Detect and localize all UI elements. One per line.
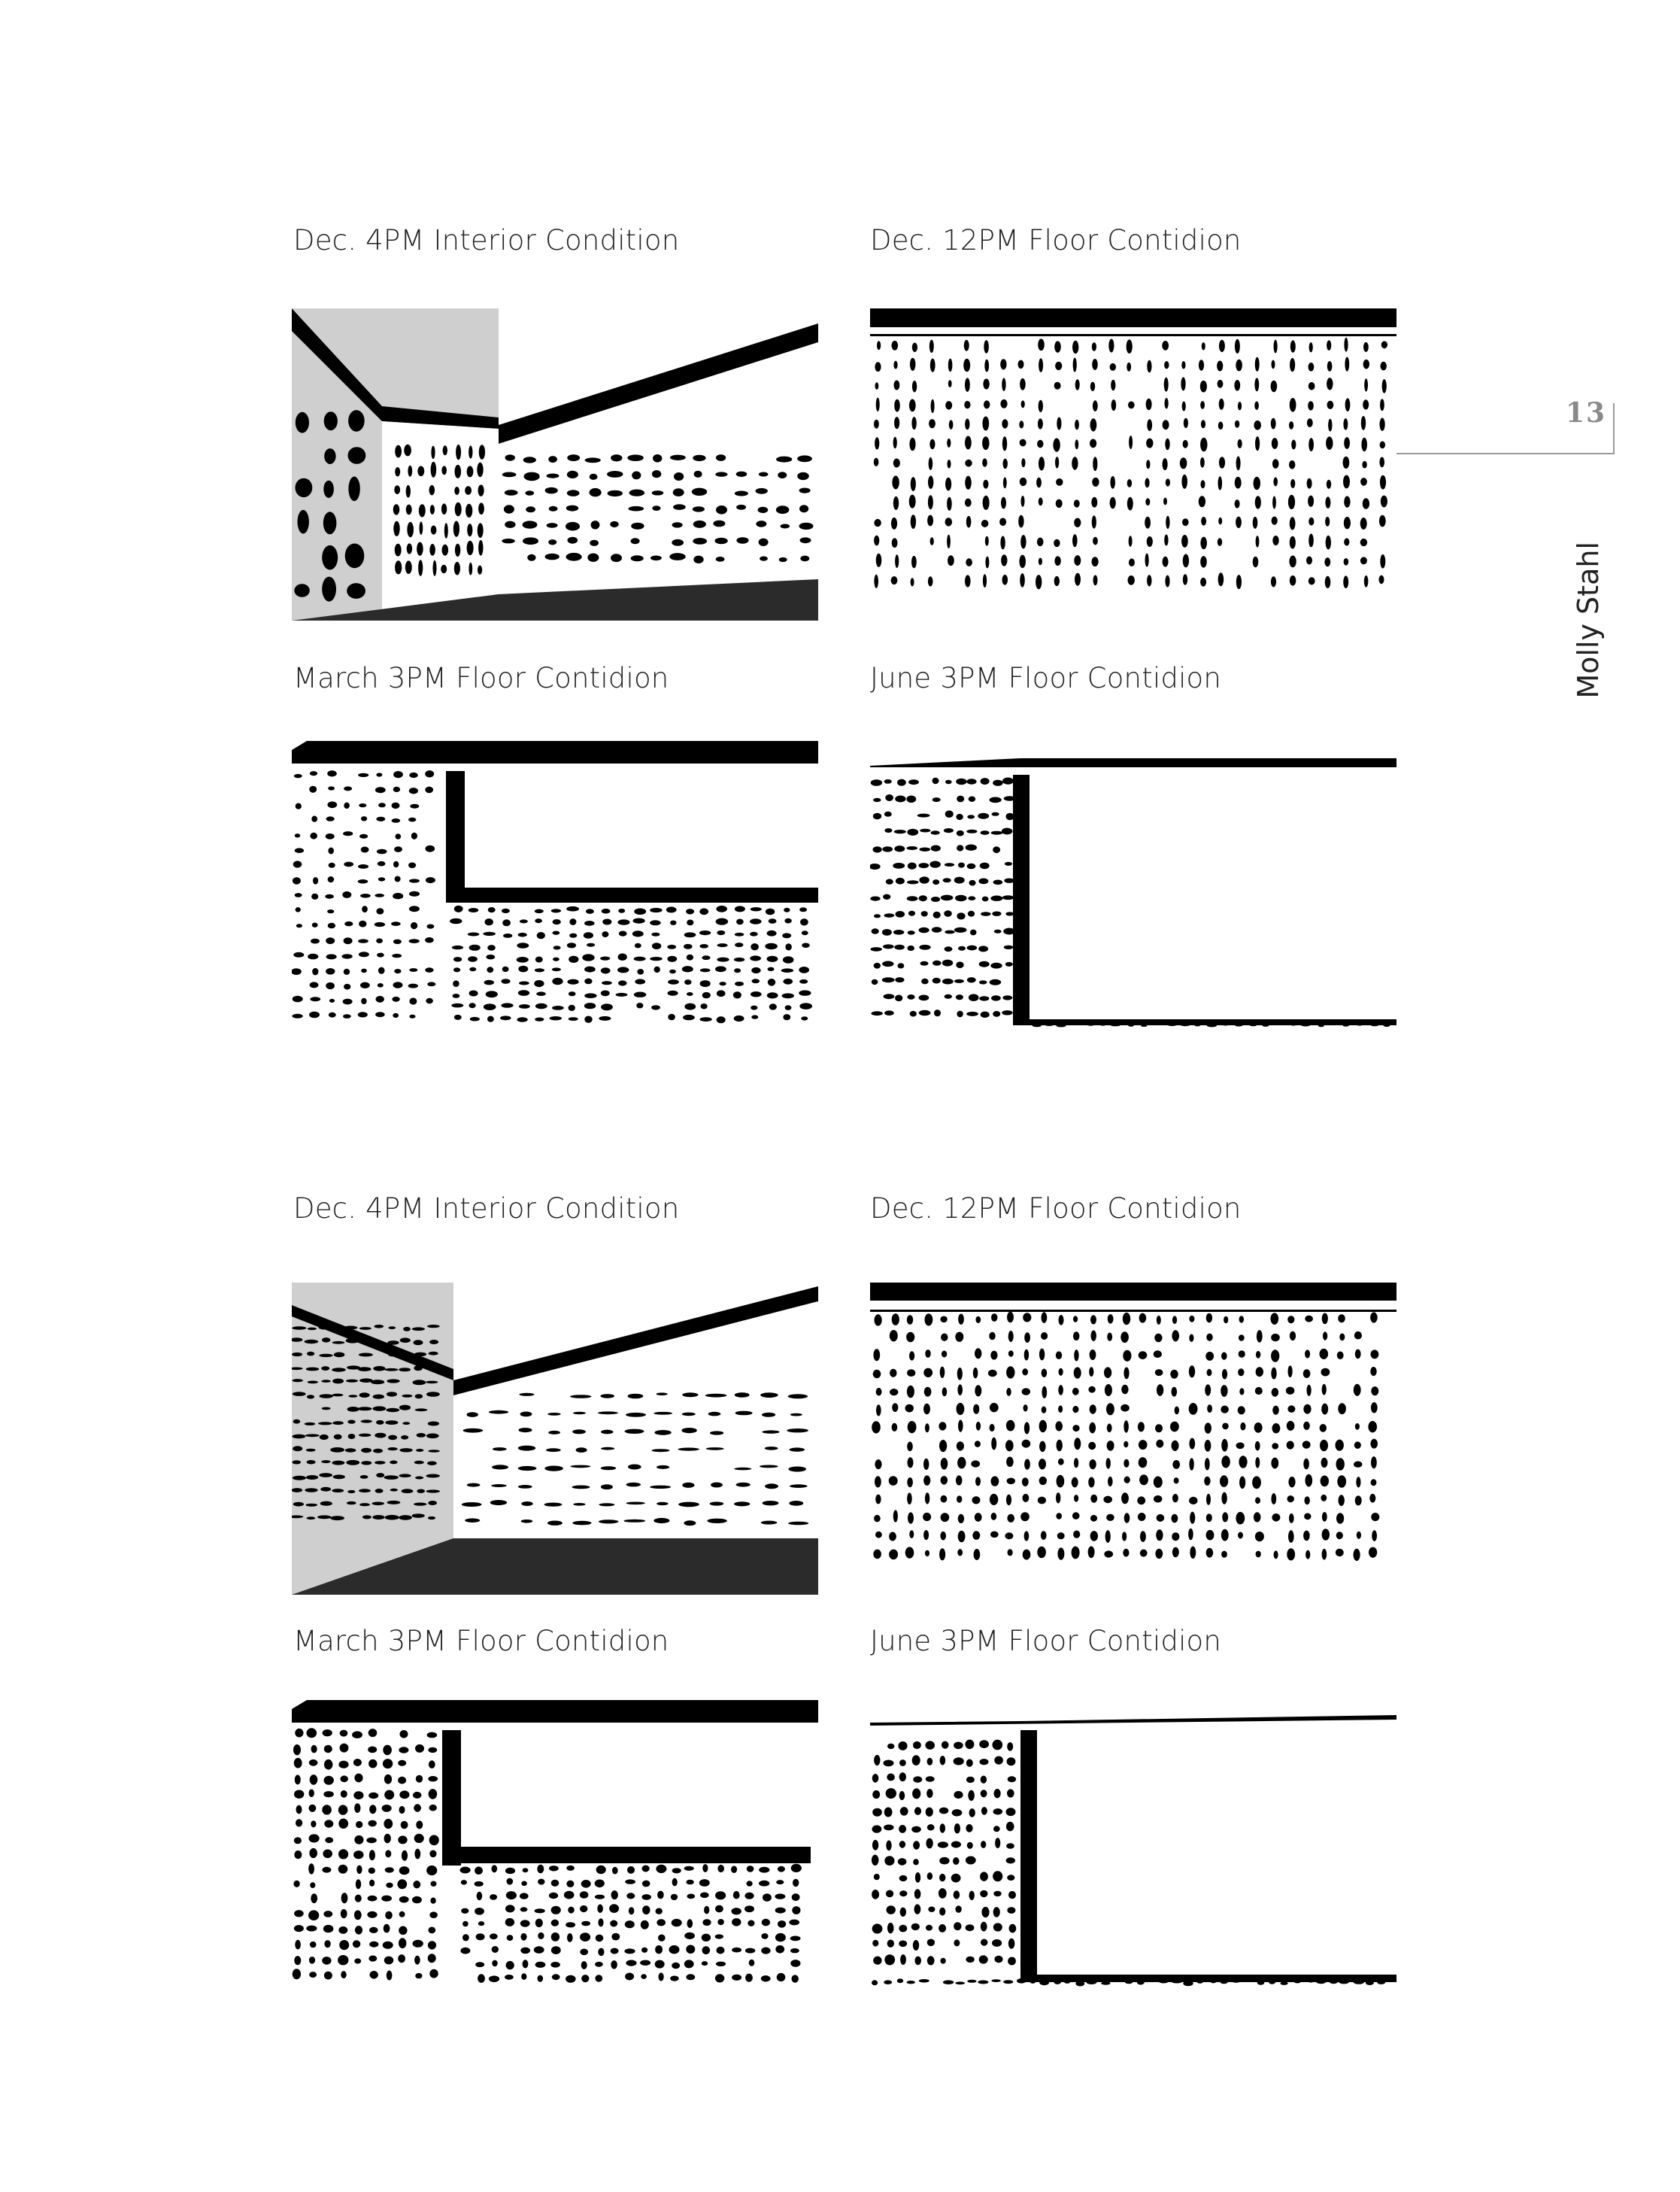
floor-render bbox=[870, 752, 1396, 1031]
render-dec-12pm-floor bbox=[870, 308, 1396, 602]
render-june-3pm-floor bbox=[870, 752, 1396, 1031]
render-dec-12pm-floor-2 bbox=[870, 1283, 1396, 1568]
render-june-3pm-floor-2 bbox=[870, 1715, 1396, 1990]
floor-render bbox=[292, 741, 818, 1031]
caption-dec-4pm-interior: Dec. 4PM Interior Condition bbox=[293, 224, 680, 257]
caption-dec-4pm-interior-2: Dec. 4PM Interior Condition bbox=[293, 1192, 680, 1225]
floor-render bbox=[870, 1715, 1396, 1990]
render-dec-4pm-interior bbox=[292, 308, 818, 621]
margin-rule bbox=[1396, 453, 1615, 454]
floor-render bbox=[870, 308, 1396, 602]
caption-june-3pm-floor: June 3PM Floor Contidion bbox=[870, 662, 1222, 694]
floor-render bbox=[870, 1283, 1396, 1568]
author-name: Molly Stahl bbox=[1572, 542, 1605, 699]
caption-march-3pm-floor: March 3PM Floor Contidion bbox=[293, 662, 669, 694]
page-number: 13 bbox=[1566, 397, 1607, 429]
interior-render bbox=[292, 308, 818, 621]
caption-dec-12pm-floor: Dec. 12PM Floor Contidion bbox=[870, 224, 1242, 257]
render-march-3pm-floor bbox=[292, 741, 818, 1031]
render-dec-4pm-interior-2 bbox=[292, 1283, 818, 1595]
caption-june-3pm-floor-2: June 3PM Floor Contidion bbox=[870, 1625, 1222, 1657]
floor-render bbox=[292, 1700, 818, 1990]
render-march-3pm-floor-2 bbox=[292, 1700, 818, 1990]
interior-render bbox=[292, 1283, 818, 1595]
caption-march-3pm-floor-2: March 3PM Floor Contidion bbox=[293, 1625, 669, 1657]
margin-rule-vertical bbox=[1613, 403, 1615, 453]
caption-dec-12pm-floor-2: Dec. 12PM Floor Contidion bbox=[870, 1192, 1242, 1225]
